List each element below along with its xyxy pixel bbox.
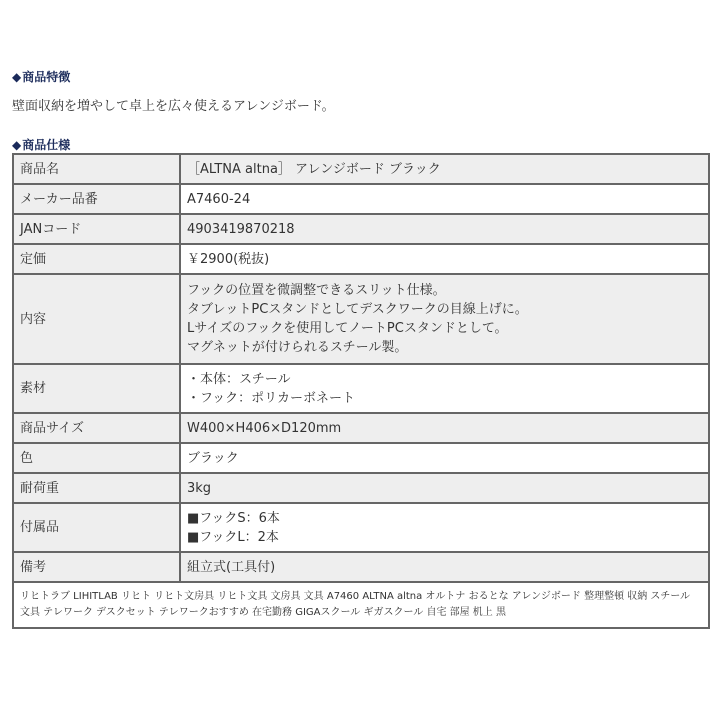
row-value [180,503,709,552]
row-value [180,443,709,473]
value-line: A7460-24 [187,191,251,207]
value-line: フックの位置を微調整できるスリット仕様。 [187,283,446,298]
row-value [180,274,709,364]
value-line: ￥2900(税抜) [187,251,270,267]
row-value [180,364,709,413]
value-line: ［ALTNA altna］ アレンジボード ブラック [187,161,441,177]
value-line: ■フックL：2本 [187,529,279,545]
row-label: 内容 [13,274,180,364]
diamond-icon: ◆ [12,70,22,84]
table-row-maker-number [13,184,709,214]
keywords-text: リヒトラブ LIHITLAB リヒト リヒト文房具 リヒト文具 文房具 文具 A7460 ALTNA altna オルトナ おるとな アレンジボード 整理整頓 収納 スチール 文具 テレワーク デスクセット テレワークおすすめ 在宅勤務 GIGAスクール ギガスクール 自宅 部屋 机上 黒 [13,582,709,628]
heading-text: 商品仕様 [22,138,71,152]
value-line: タブレットPCスタンドとしてデスクワークの目線上げに。 [187,302,528,317]
table-row-load-capacity [13,473,709,503]
row-label: 定価 [13,244,180,274]
section-heading-features [12,68,70,85]
row-value [180,154,709,184]
value-line: 4903419870218 [187,221,295,237]
feature-description: 壁面収納を増やして卓上を広々使えるアレンジボード。 [12,99,335,114]
row-label: 耐荷重 [13,473,180,503]
table-row-list-price [13,244,709,274]
table-row-jan-code [13,214,709,244]
value-line: 組立式(工具付) [187,559,276,575]
row-label: 色 [13,443,180,473]
value-line: マグネットが付けられるスチール製。 [187,340,408,355]
table-row-size [13,413,709,443]
row-label: 商品名 [13,154,180,184]
table-row-contents [13,274,709,364]
value-line: 3kg [187,480,212,496]
heading-text: 商品特徴 [22,70,71,84]
row-value [180,552,709,582]
row-label: 素材 [13,364,180,413]
value-line: ・本体：スチール [187,371,291,387]
row-label: JANコード [13,214,180,244]
spec-table [12,153,710,629]
row-label: メーカー品番 [13,184,180,214]
value-line: Lサイズのフックを使用してノートPCスタンドとして。 [187,321,508,336]
table-row-color [13,443,709,473]
value-line: ■フックS：6本 [187,510,280,526]
row-label: 付属品 [13,503,180,552]
table-row-keywords [13,582,709,628]
table-row-accessories [13,503,709,552]
row-label: 備考 [13,552,180,582]
row-value [180,184,709,214]
table-row-material [13,364,709,413]
section-heading-spec [12,136,70,153]
diamond-icon: ◆ [12,138,22,152]
value-line: ブラック [187,450,239,466]
value-line: W400×H406×D120mm [187,420,342,436]
table-row-notes [13,552,709,582]
row-value [180,244,709,274]
value-line: ・フック：ポリカーボネート [187,390,355,406]
row-value [180,413,709,443]
table-row-product-name [13,154,709,184]
row-value [180,214,709,244]
row-label: 商品サイズ [13,413,180,443]
row-value [180,473,709,503]
